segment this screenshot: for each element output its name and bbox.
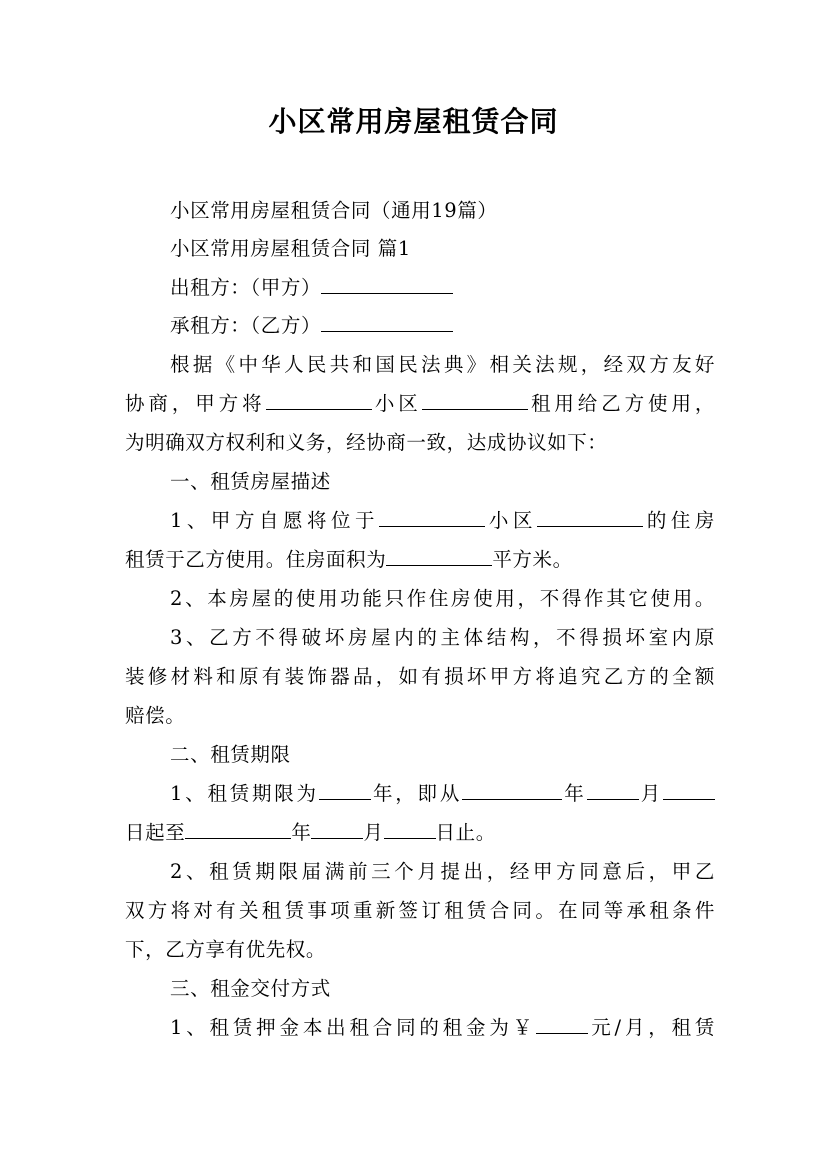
section-1-item-1-line-2	[125, 541, 715, 579]
lessee-blank	[321, 311, 453, 332]
section-2-item-2-line-3: 下，乙方享有优先权。	[125, 938, 327, 961]
lessor-line	[170, 269, 715, 307]
start-month-blank	[587, 779, 639, 800]
start-year-blank	[462, 779, 562, 800]
subtitle: 小区常用房屋租赁合同（通用19篇）	[170, 199, 498, 222]
community-blank	[266, 389, 372, 410]
lessor-blank	[321, 273, 453, 294]
section-3-heading: 三、租金交付方式	[170, 977, 331, 1000]
lessee-line	[170, 307, 715, 345]
intro-text-b: 小区	[371, 392, 422, 415]
s2-i1-text-h: 日止。	[435, 821, 496, 844]
s1-i1-text-e: 平方米。	[492, 548, 573, 571]
s3-i1-text-b: 元/月，租赁	[588, 1016, 715, 1039]
end-year-blank	[185, 818, 291, 839]
section-2-heading: 二、租赁期限	[170, 743, 291, 766]
lessee-label: 承租方：（乙方）	[170, 314, 322, 337]
s2-i1-text-d: 月	[638, 782, 663, 805]
area-blank	[386, 545, 492, 566]
section-1-item-3-line-3: 赔偿。	[125, 704, 186, 727]
s2-i1-text-a: 1、租赁期限为	[170, 782, 319, 805]
s2-i1-text-f: 年	[291, 821, 312, 844]
s2-i1-text-c: 年	[562, 782, 587, 805]
unit-blank	[422, 389, 528, 410]
intro-text-a: 协商，甲方将	[125, 392, 266, 415]
s2-i1-text-b: 年，即从	[370, 782, 463, 805]
section-2-item-1-line-2	[125, 814, 715, 852]
lessor-label: 出租方：（甲方）	[170, 276, 322, 299]
location-blank	[379, 506, 485, 527]
document-title: 小区常用房屋租赁合同	[268, 105, 559, 138]
s1-i1-text-d: 租赁于乙方使用。住房面积为	[125, 548, 387, 571]
s2-i1-text-e: 日起至	[125, 821, 186, 844]
chapter-heading: 小区常用房屋租赁合同 篇1	[170, 237, 411, 260]
intro-line-2	[125, 385, 715, 423]
section-2-item-2-line-2: 双方将对有关租赁事项重新签订租赁合同。在同等承租条件	[125, 899, 715, 922]
section-1-heading: 一、租赁房屋描述	[170, 470, 331, 493]
end-day-blank	[384, 818, 436, 839]
section-1-item-3-line-1: 3、乙方不得破坏房屋内的主体结构，不得损坏室内原	[170, 626, 715, 649]
section-2-item-1-line-1	[170, 775, 715, 813]
start-day-blank	[663, 779, 715, 800]
s1-i1-text-a: 1、甲方自愿将位于	[170, 509, 380, 532]
intro-text-c: 租用给乙方使用，	[527, 392, 715, 415]
section-2-item-2-line-1: 2、租赁期限届满前三个月提出，经甲方同意后，甲乙	[170, 860, 715, 883]
end-month-blank	[311, 818, 363, 839]
s2-i1-text-g: 月	[363, 821, 384, 844]
section-1-item-1-line-1	[170, 502, 715, 540]
building-blank	[537, 506, 643, 527]
s1-i1-text-b: 小区	[485, 509, 537, 532]
s1-i1-text-c: 的住房	[642, 509, 715, 532]
rent-blank	[536, 1013, 588, 1034]
years-blank	[319, 779, 371, 800]
intro-line-1: 根据《中华人民共和国民法典》相关法规，经双方友好	[170, 353, 715, 376]
section-1-item-2: 2、本房屋的使用功能只作住房使用，不得作其它使用。	[170, 587, 715, 610]
section-1-item-3-line-2: 装修材料和原有装饰器品，如有损坏甲方将追究乙方的全额	[125, 665, 715, 688]
section-3-item-1-line-1	[170, 1009, 715, 1047]
s3-i1-text-a: 1、租赁押金本出租合同的租金为￥	[170, 1016, 537, 1039]
intro-line-3: 为明确双方权利和义务，经协商一致，达成协议如下：	[125, 431, 608, 454]
